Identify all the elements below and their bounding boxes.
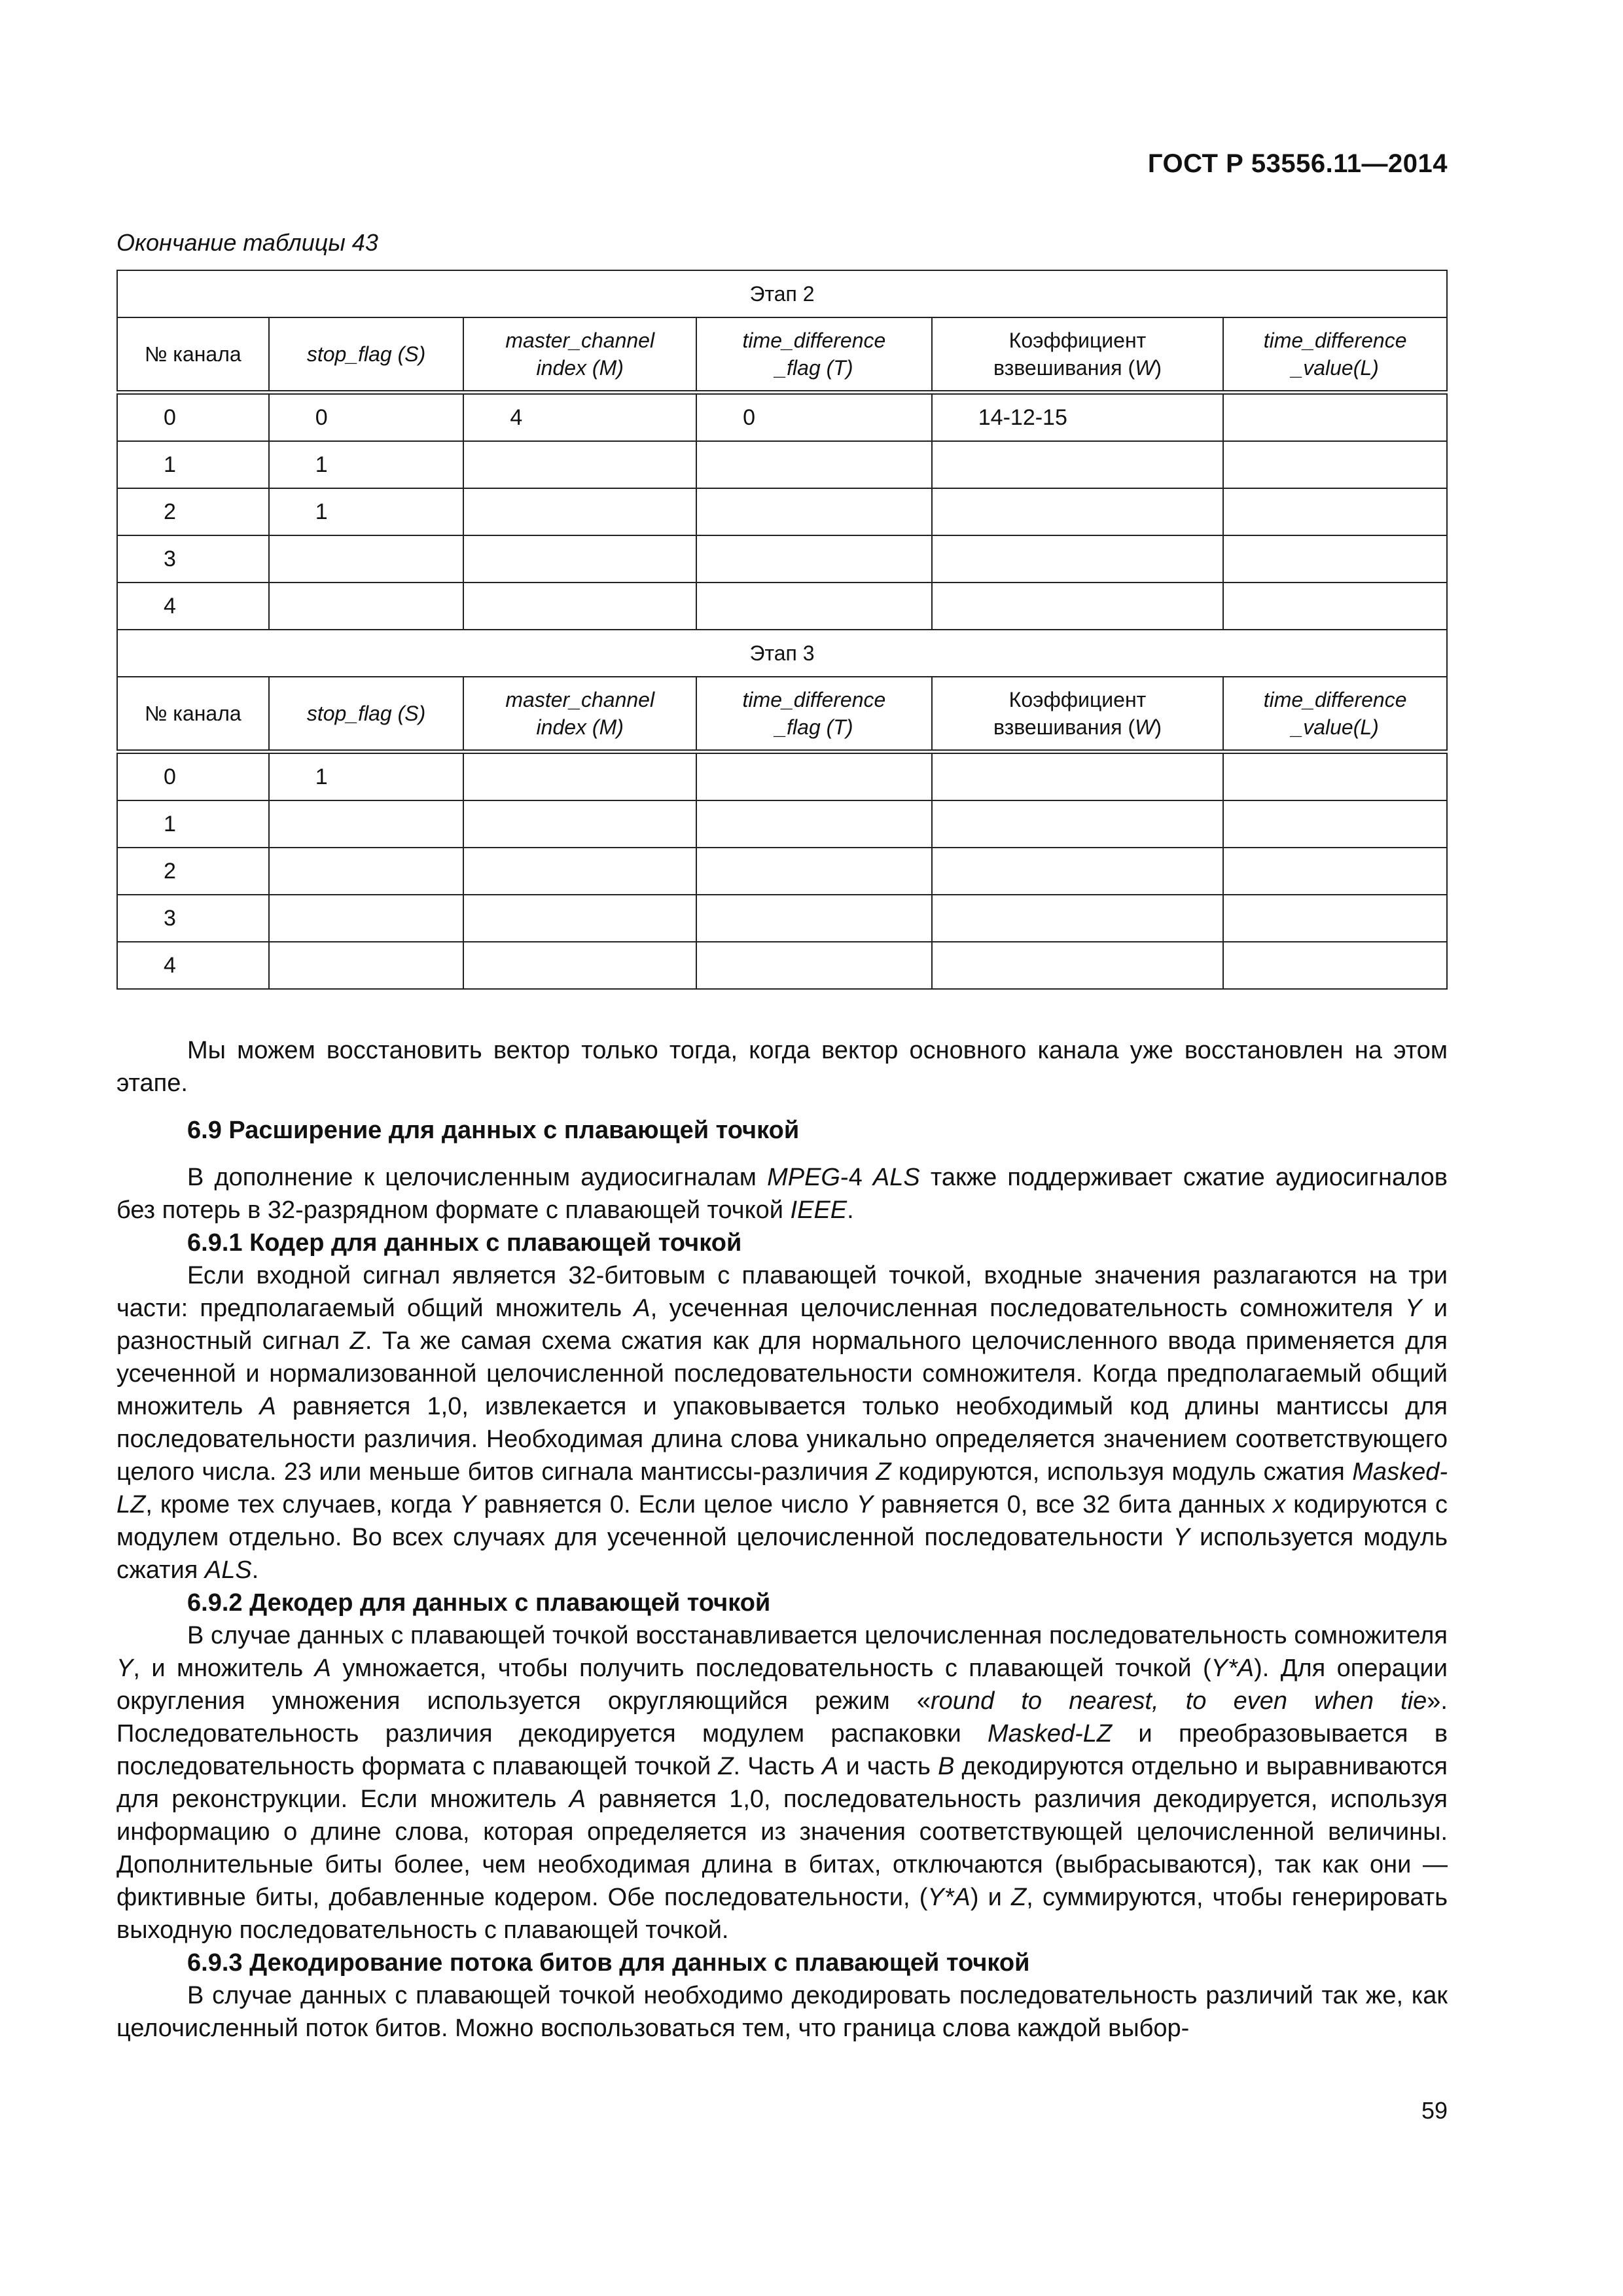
table-cell: 2	[117, 848, 269, 895]
table-cell	[1223, 441, 1447, 488]
table-row	[117, 800, 1447, 848]
table-row	[117, 583, 1447, 630]
table-cell	[463, 488, 696, 535]
table-cell	[696, 800, 932, 848]
table-cell	[932, 535, 1223, 583]
document-header: ГОСТ Р 53556.11—2014	[1147, 149, 1448, 178]
table-cell	[463, 583, 696, 630]
table-row	[117, 488, 1447, 535]
paragraph: В случае данных с плавающей точкой восстанавливается целочисленная последовательность сомножителя Y, и множитель A умножается, чтобы получить последовательность с плавающей точкой (Y*A). Для операции округления умножения используется округляющийся режим «round to nearest, to even when tie». Последовательность различия декодируется модулем распаковки Masked-LZ и преобразовывается в последовательность формата с плавающей точкой Z. Часть A и часть B декодируются отдельно и выравниваются для реконструкции. Если множитель A равняется 1,0, последовательность различия декодируется, используя информацию о длине слова, которая определяется из значения соответствующей целочисленной величины. Дополнительные биты более, чем необходимая длина в битах, отключаются (выбрасываются), так как они — фиктивные биты, добавленные кодером. Обе последовательности, (Y*A) и Z, суммируются, чтобы генерировать выходную последовательность с плавающей точкой.	[116, 1622, 1448, 1944]
table-cell	[269, 800, 464, 848]
section-heading-6-9-3: 6.9.3 Декодирование потока битов для данных с плавающей точкой	[187, 1949, 1030, 1977]
table-cell	[932, 441, 1223, 488]
table-cell	[696, 752, 932, 801]
table-cell	[1223, 535, 1447, 583]
table-row	[117, 752, 1447, 801]
section-heading-6-9-1: 6.9.1 Кодер для данных с плавающей точкой	[187, 1229, 742, 1257]
table-cell: 4	[117, 583, 269, 630]
table-cell	[696, 441, 932, 488]
table-cell: 1	[269, 752, 464, 801]
table-cell	[1223, 393, 1447, 442]
table-cell	[932, 942, 1223, 989]
table-cell	[463, 441, 696, 488]
table-cell	[696, 942, 932, 989]
table-cell	[696, 895, 932, 942]
table-cell: 1	[117, 800, 269, 848]
table-row	[117, 441, 1447, 488]
table-cell: 0	[117, 752, 269, 801]
column-header: Коэффициент взвешивания (W)	[932, 677, 1223, 752]
table-row	[117, 848, 1447, 895]
table-cell	[1223, 800, 1447, 848]
table-cell	[269, 535, 464, 583]
table-caption: Окончание таблицы 43	[116, 229, 378, 256]
table-cell	[463, 752, 696, 801]
stage-3-row	[117, 630, 1447, 677]
paragraph: В дополнение к целочисленным аудиосигналам MPEG-4 ALS также поддерживает сжатие аудиосигналов без потерь в 32-разрядном формате с плавающей точкой IEEE.	[116, 1164, 1448, 1224]
table-row	[117, 942, 1447, 989]
table-cell	[269, 942, 464, 989]
table-cell	[1223, 752, 1447, 801]
stage-label: Этап 2	[117, 270, 1447, 317]
column-header: master_channel index (M)	[463, 677, 696, 752]
stage-label: Этап 3	[117, 630, 1447, 677]
table-cell: 0	[696, 393, 932, 442]
table-cell	[1223, 848, 1447, 895]
table-row	[117, 393, 1447, 442]
table-cell	[932, 800, 1223, 848]
table-row	[117, 895, 1447, 942]
table-cell	[1223, 942, 1447, 989]
table-cell: 1	[117, 441, 269, 488]
table-cell: 3	[117, 535, 269, 583]
paragraph: В случае данных с плавающей точкой необходимо декодировать последовательность различий так же, как целочисленный поток битов. Можно воспользоваться тем, что граница слова каждой выбор-	[116, 1982, 1448, 2042]
table-cell: 4	[463, 393, 696, 442]
body-text	[116, 1034, 1448, 2045]
table-cell	[463, 848, 696, 895]
table-cell	[463, 895, 696, 942]
table-cell	[932, 488, 1223, 535]
table-cell	[269, 895, 464, 942]
table-43	[116, 270, 1448, 990]
table-cell: 1	[269, 441, 464, 488]
stage-2-row	[117, 270, 1447, 317]
column-header: time_difference _flag (T)	[696, 317, 932, 393]
table-cell	[932, 895, 1223, 942]
table-cell	[696, 583, 932, 630]
table-cell	[463, 800, 696, 848]
table-cell	[696, 848, 932, 895]
table-cell	[463, 535, 696, 583]
column-header: time_difference _value(L)	[1223, 677, 1447, 752]
table-cell: 4	[117, 942, 269, 989]
table-43-body	[117, 270, 1447, 989]
table-cell	[932, 848, 1223, 895]
column-header: master_channel index (M)	[463, 317, 696, 393]
table-cell	[269, 848, 464, 895]
table-cell: 0	[117, 393, 269, 442]
table-cell	[932, 752, 1223, 801]
page-number: 59	[1421, 2097, 1448, 2124]
column-header: № канала	[117, 677, 269, 752]
table-cell	[932, 583, 1223, 630]
table-cell: 2	[117, 488, 269, 535]
paragraph: Если входной сигнал является 32-битовым с плавающей точкой, входные значения разлагаются на три части: предполагаемый общий множитель A, усеченная целочисленная последовательность сомножителя Y и разностный сигнал Z. Та же самая схема сжатия как для нормального целочисленного ввода применяется для усеченной и нормализованной целочисленной последовательности сомножителя. Когда предполагаемый общий множитель A равняется 1,0, извлекается и упаковывается только необходимый код длины мантиссы для последовательности различия. Необходимая длина слова уникально определяется значением соответствующего целого числа. 23 или меньше битов сигнала мантиссы-различия Z кодируются, используя модуль сжатия Masked-LZ, кроме тех случаев, когда Y равняется 0. Если целое число Y равняется 0, все 32 бита данных x кодируются с модулем отдельно. Во всех случаях для усеченной целочисленной последовательности Y используется модуль сжатия ALS.	[116, 1262, 1448, 1584]
column-header-row	[117, 317, 1447, 393]
column-header: stop_flag (S)	[269, 317, 464, 393]
column-header: № канала	[117, 317, 269, 393]
table-cell	[696, 535, 932, 583]
table-row	[117, 535, 1447, 583]
table-cell: 1	[269, 488, 464, 535]
paragraph: Мы можем восстановить вектор только тогда, когда вектор основного канала уже восстановлен на этом этапе.	[116, 1037, 1448, 1097]
table-cell	[1223, 895, 1447, 942]
table-cell	[463, 942, 696, 989]
table-cell	[1223, 583, 1447, 630]
table-cell: 3	[117, 895, 269, 942]
column-header: time_difference _value(L)	[1223, 317, 1447, 393]
column-header: stop_flag (S)	[269, 677, 464, 752]
section-heading-6-9: 6.9 Расширение для данных с плавающей точкой	[187, 1117, 800, 1144]
column-header: Коэффициент взвешивания (W)	[932, 317, 1223, 393]
table-cell	[269, 583, 464, 630]
table-cell: 14-12-15	[932, 393, 1223, 442]
table-cell: 0	[269, 393, 464, 442]
column-header-row	[117, 677, 1447, 752]
section-heading-6-9-2: 6.9.2 Декодер для данных с плавающей точкой	[187, 1589, 771, 1617]
table-cell	[696, 488, 932, 535]
column-header: time_difference _flag (T)	[696, 677, 932, 752]
table-cell	[1223, 488, 1447, 535]
